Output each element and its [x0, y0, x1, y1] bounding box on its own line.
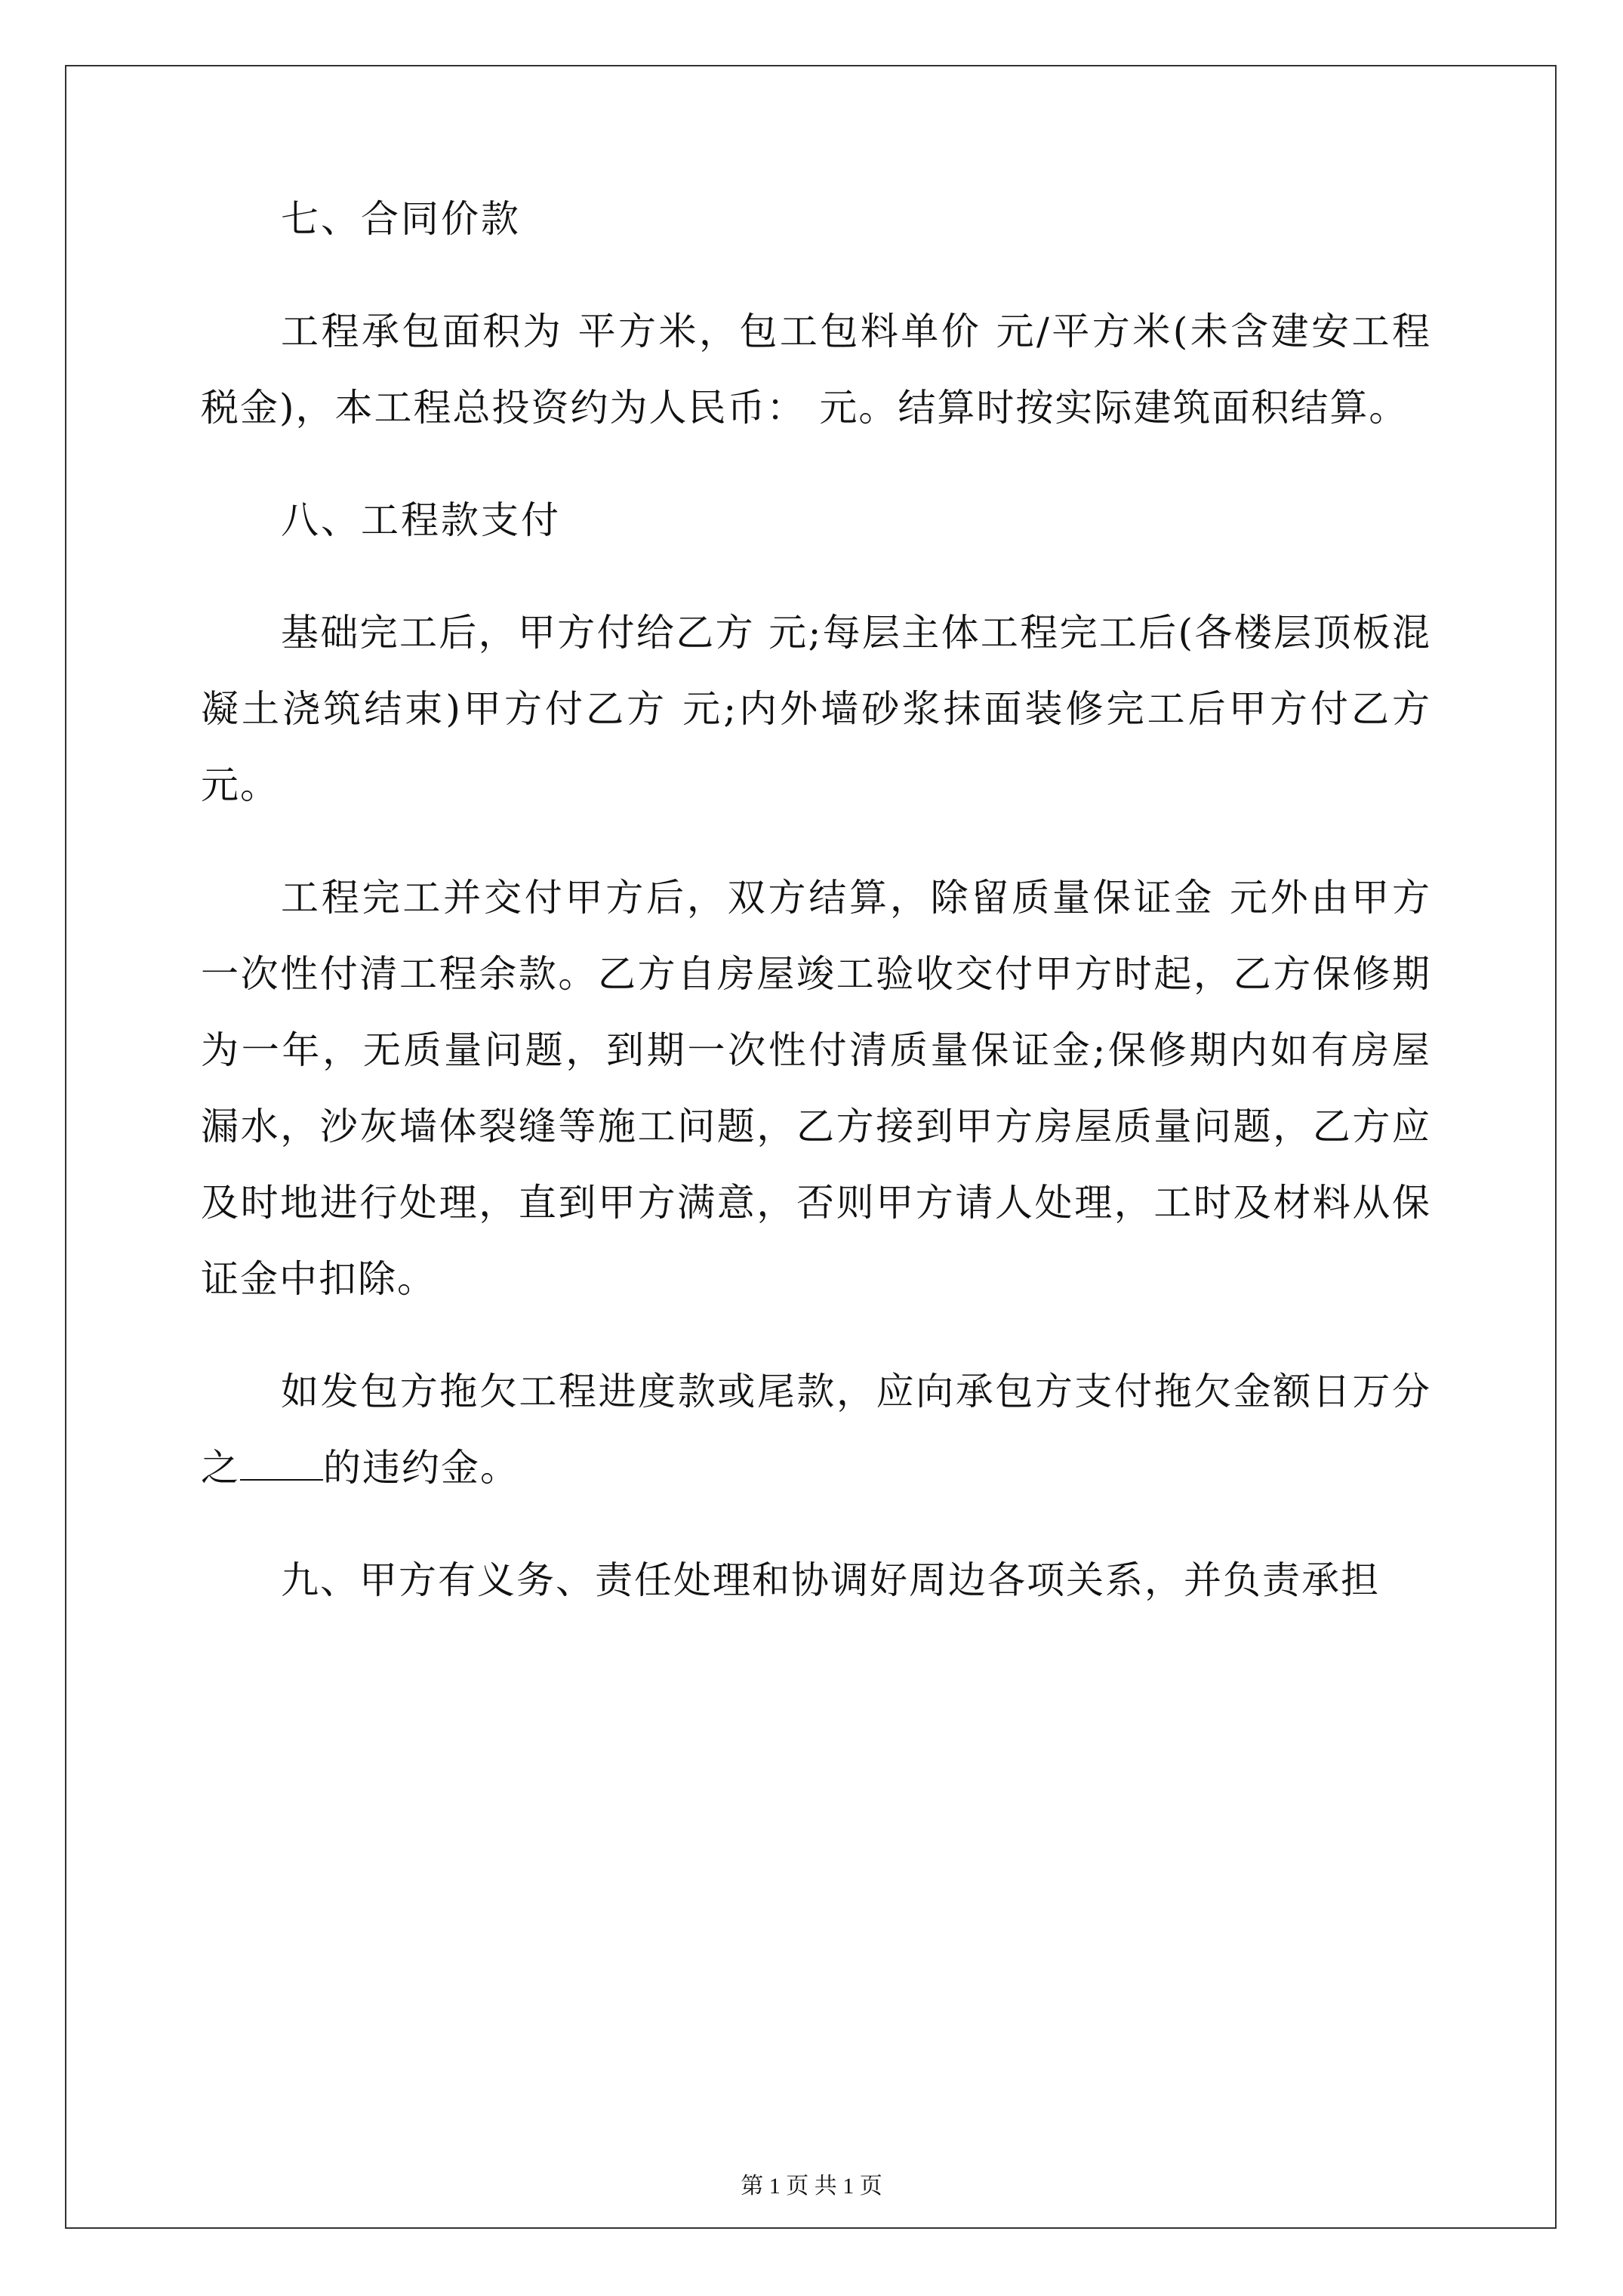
- paragraph-late-payment: [201, 1354, 1431, 1506]
- page-footer: 第 1 页 共 1 页: [741, 2174, 882, 2199]
- paragraph-settlement-warranty: 工程完工并交付甲方后，双方结算，除留质量保证金 元外由甲方一次性付清工程余款。乙方自房屋竣工验收交付甲方时起，乙方保修期为一年，无质量问题，到期一次性付清质量保证金;保修期内如有房屋漏水，沙灰墙体裂缝等施工问题，乙方接到甲方房屋质量问题，乙方应及时地进行处理，直到甲方满意，否则甲方请人处理，工时及材料从保证金中扣除。: [201, 876, 1431, 1301]
- paragraph-payment-schedule: 基础完工后，甲方付给乙方 元;每层主体工程完工后(各楼层顶板混凝土浇筑结束)甲方付乙方 元;内外墙砂浆抹面装修完工后甲方付乙方 元。: [201, 611, 1431, 807]
- late-payment-text-after: 的违约金。: [323, 1446, 519, 1490]
- document-body: [201, 181, 1431, 1655]
- fill-in-blank: [240, 1450, 323, 1481]
- paragraph-contract-price: 工程承包面积为 平方米，包工包料单价 元/平方米(未含建安工程税金)，本工程总投资约为人民币： 元。结算时按实际建筑面积结算。: [201, 310, 1431, 430]
- section-heading-contract-price: 七、合同价款: [281, 197, 521, 241]
- late-payment-text-before: 如发包方拖欠工程进度款或尾款，应向承包方支付拖欠金额日万分之: [201, 1370, 1431, 1490]
- paragraph-section-nine: 九、甲方有义务、责任处理和协调好周边各项关系，并负责承担: [281, 1558, 1380, 1602]
- section-heading-payment: 八、工程款支付: [281, 498, 561, 542]
